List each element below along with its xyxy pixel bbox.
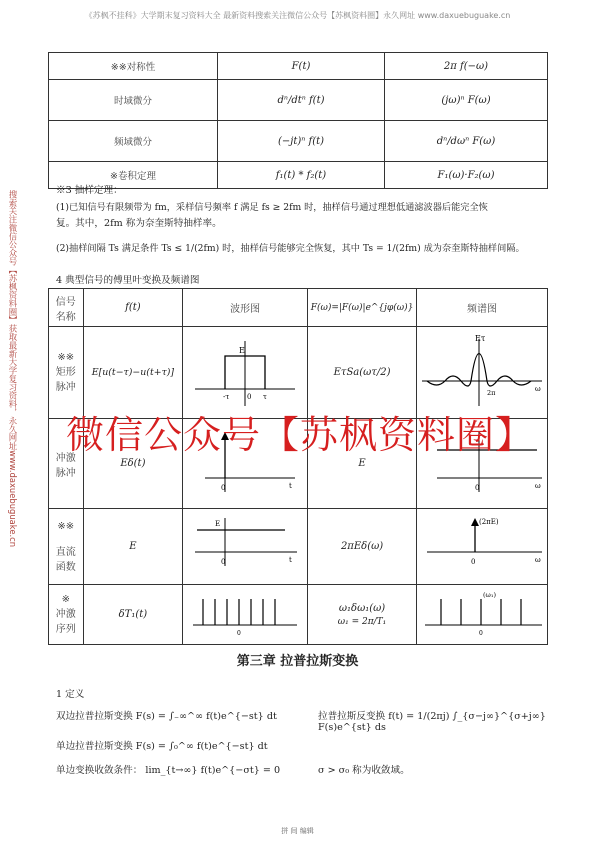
dc-waveform	[185, 510, 305, 580]
svg-text:0: 0	[479, 630, 483, 637]
label-Etau: Eτ	[475, 334, 486, 343]
red-watermark: 微信公众号【苏枫资料圈】	[65, 413, 534, 457]
svg-text:0: 0	[237, 630, 241, 637]
page-header: 《苏枫不挂科》大学期末复习资料大全 最新资料搜索关注微信公众号【苏枫资料圈】永久网址 www.daxuebuguake.cn	[84, 11, 511, 20]
svg-text:ω: ω	[535, 385, 541, 393]
freq-expr: F₁(ω)·F₂(ω)	[385, 162, 548, 189]
label-omega1: (ω₁)	[483, 591, 496, 599]
spectrum-Fw: E	[308, 419, 417, 509]
col-header-Fw: F(ω)=|F(ω)|e^{jφ(ω)}	[308, 289, 417, 327]
col-header-ft: f(t)	[83, 289, 183, 327]
waveform-cell	[183, 509, 308, 585]
spectrum-cell	[417, 509, 548, 585]
convergence-condition: 单边变换收敛条件： lim_{t→∞} f(t)e^{−σt} = 0	[56, 765, 281, 776]
bilateral-laplace: 双边拉普拉斯变换 F(s) = ∫₋∞^∞ f(t)e^{−st} dt	[56, 711, 277, 722]
label-tau: τ	[263, 393, 268, 401]
label-2piE: (2πE)	[479, 518, 499, 526]
property-name: 时域微分	[49, 80, 218, 121]
svg-text:0: 0	[247, 393, 252, 401]
chapter-title: 第三章 拉普拉斯变换	[236, 654, 359, 669]
label-neg-tau: -τ	[223, 393, 230, 401]
time-expr: (−jt)ⁿ f(t)	[218, 121, 385, 162]
time-expr: F(t)	[218, 53, 385, 80]
spectrum-Fw: 2πEδ(ω)	[308, 509, 417, 585]
freq-expr: 2π f(−ω)	[385, 53, 548, 80]
signal-name: ※※ 矩形 脉冲	[49, 327, 84, 419]
signal-name: 冲激 脉冲	[49, 419, 84, 509]
spectrum-Fw	[308, 585, 417, 645]
inverse-laplace: 拉普拉斯反变换 f(t) = 1/(2πj) ∫_{σ−j∞}^{σ+j∞} F(s)e^{st} ds	[318, 711, 546, 733]
svg-text:0: 0	[221, 484, 226, 492]
definition-heading: 1 定义	[56, 689, 85, 700]
col-header-name: 信号 名称	[49, 289, 84, 327]
freq-expr: dⁿ/dωⁿ F(ω)	[385, 121, 548, 162]
spectrum-Fw: EτSa(ωτ/2)	[308, 327, 417, 419]
signal-ft: E	[83, 509, 183, 585]
page-footer: 拼 间 编辑	[281, 827, 314, 835]
svg-text:t: t	[289, 556, 292, 564]
svg-text:0: 0	[221, 558, 226, 566]
signal-ft: δT₁(t)	[83, 585, 183, 645]
sampling-title: ※3 抽样定理：	[56, 185, 123, 196]
label-E: E	[239, 346, 245, 355]
freq-expr: (jω)ⁿ F(ω)	[385, 80, 548, 121]
dc-spectrum	[417, 510, 547, 580]
properties-table	[48, 52, 548, 189]
spectrum-cell	[417, 585, 548, 645]
svg-text:t: t	[289, 482, 292, 490]
signal-ft: Eδ(t)	[83, 419, 183, 509]
col-header-spectrum: 频谱图	[417, 289, 548, 327]
sampling-line2: 复。其中，2fm 称为奈奎斯特抽样率。	[56, 218, 222, 229]
omega1-def: ω₁ = 2π/T₁	[337, 616, 387, 627]
svg-text:0: 0	[475, 484, 480, 492]
signal-name: ※※ 直流 函数	[49, 509, 84, 585]
unilateral-laplace: 单边拉普拉斯变换 F(s) = ∫₀^∞ f(t)e^{−st} dt	[56, 741, 268, 752]
convergence-region: σ > σ₀ 称为收敛域。	[318, 765, 410, 776]
property-name: 频域微分	[49, 121, 218, 162]
waveform-cell	[183, 585, 308, 645]
col-header-waveform: 波形图	[183, 289, 308, 327]
fourier-table	[48, 288, 548, 645]
sampling-line1: (1)已知信号有限频带为 fm，采样信号频率 f 满足 fs ≥ 2fm 时，抽样信号通过理想低通滤波器后能完全恢	[56, 202, 488, 213]
sampling-line3: (2)抽样间隔 Ts 满足条件 Ts ≤ 1/(2fm) 时，抽样信号能够完全恢复，其中 Ts = 1/(2fm) 成为奈奎斯特抽样间隔。	[56, 243, 525, 254]
signal-name: ※ 冲激 序列	[49, 585, 84, 645]
svg-text:0: 0	[471, 558, 476, 566]
label-E: E	[215, 520, 221, 528]
label-2pi: 2π	[487, 389, 496, 397]
property-name: ※卷积定理	[49, 162, 218, 189]
section4-title: 4 典型信号的傅里叶变换及频谱图	[56, 275, 200, 286]
svg-text:ω: ω	[535, 482, 541, 490]
side-watermark: 搜索关注微信公众号【苏枫资料圈】获取最新大学复习资料，永久网址www.daxuebuguake.cn	[8, 190, 18, 548]
time-expr: f₁(t) * f₂(t)	[218, 162, 385, 189]
rect-pulse-waveform	[185, 331, 305, 411]
sinc-spectrum	[417, 331, 547, 411]
signal-ft: E[u(t−τ)−u(t+τ)]	[83, 327, 183, 419]
impulse-train-waveform	[185, 585, 305, 641]
impulse-train-Fw: ω₁δω₁(ω)	[338, 602, 386, 614]
svg-text:ω: ω	[535, 556, 541, 564]
property-name: ※※对称性	[49, 53, 218, 80]
impulse-train-spectrum	[417, 585, 547, 641]
time-expr: dⁿ/dtⁿ f(t)	[218, 80, 385, 121]
